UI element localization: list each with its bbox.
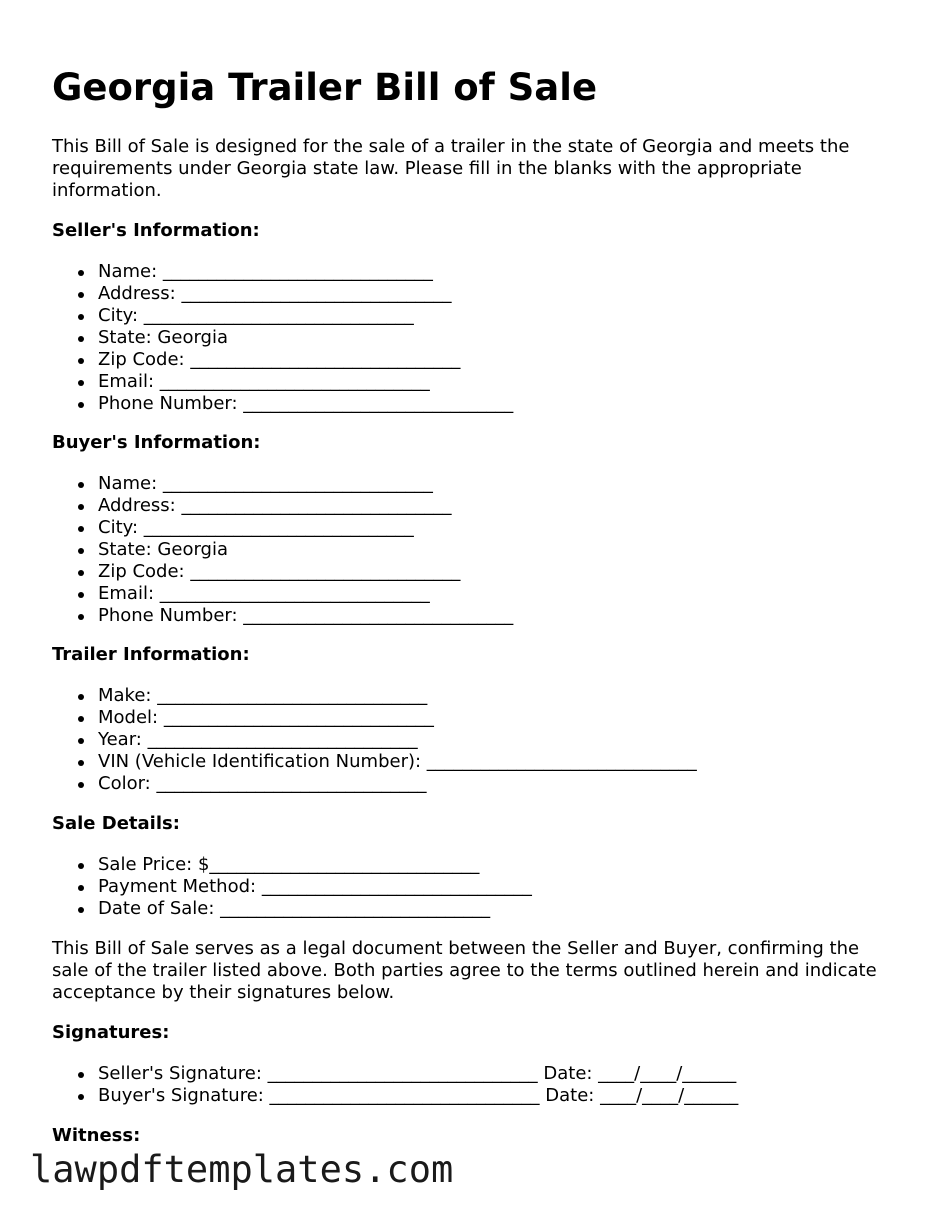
buyer-phone-field: Phone Number: ______________________________ <box>98 605 514 626</box>
buyer-heading: Buyer's Information: <box>52 432 261 453</box>
seller-name-field: Name: ______________________________ <box>98 261 513 283</box>
intro-paragraph: This Bill of Sale is designed for the sale of a trailer in the state of Georgia and meets the requirements under Georgia state law. Please fill in the blanks with the appropriate information. <box>52 136 850 201</box>
signatures-heading: Signatures: <box>52 1022 170 1043</box>
trailer-heading: Trailer Information: <box>52 644 250 665</box>
sale-date-field: Date of Sale: ______________________________ <box>98 898 532 920</box>
trailer-year-field: Year: ______________________________ <box>98 729 697 751</box>
seller-email-field: Email: ______________________________ <box>98 371 513 393</box>
witness-heading: Witness: <box>52 1125 141 1146</box>
trailer-model-field: Model: ______________________________ <box>98 707 697 729</box>
buyer-zip-field: Zip Code: ______________________________ <box>98 561 513 583</box>
seller-field-list <box>52 261 513 415</box>
seller-city-field: City: ______________________________ <box>98 305 513 327</box>
trailer-color-field: Color: ______________________________ <box>98 773 697 795</box>
buyer-field-list <box>52 473 513 627</box>
site-watermark: lawpdftemplates.com <box>30 1148 454 1191</box>
document-title: Georgia Trailer Bill of Sale <box>52 66 598 109</box>
trailer-make-field: Make: ______________________________ <box>98 685 697 707</box>
seller-signature-field: Seller's Signature: ______________________________ Date: ____/____/______ <box>98 1063 737 1084</box>
buyer-city-field: City: ______________________________ <box>98 517 513 539</box>
buyer-email-field: Email: ______________________________ <box>98 583 513 605</box>
seller-address-field: Address: ______________________________ <box>98 283 513 305</box>
sale-price-field: Sale Price: $______________________________ <box>98 854 532 876</box>
seller-zip-field: Zip Code: ______________________________ <box>98 349 513 371</box>
buyer-name-field: Name: ______________________________ <box>98 473 513 495</box>
sale-heading: Sale Details: <box>52 813 180 834</box>
seller-phone-field: Phone Number: ______________________________ <box>98 393 514 414</box>
trailer-field-list <box>52 685 697 795</box>
seller-state-field: State: Georgia <box>98 327 513 349</box>
payment-method-field: Payment Method: ______________________________ <box>98 876 532 897</box>
seller-heading: Seller's Information: <box>52 220 260 241</box>
sale-field-list <box>52 854 532 920</box>
closing-paragraph: This Bill of Sale serves as a legal document between the Seller and Buyer, confirming the sale of the trailer listed above. Both parties agree to the terms outlined herein and indicate acceptance by their signatures below. <box>52 938 877 1003</box>
trailer-vin-field: VIN (Vehicle Identification Number): ______________________________ <box>98 751 697 772</box>
buyer-signature-field: Buyer's Signature: ______________________________ Date: ____/____/______ <box>98 1085 739 1106</box>
buyer-address-field: Address: ______________________________ <box>98 495 513 517</box>
buyer-state-field: State: Georgia <box>98 539 513 561</box>
signature-field-list <box>52 1063 738 1107</box>
